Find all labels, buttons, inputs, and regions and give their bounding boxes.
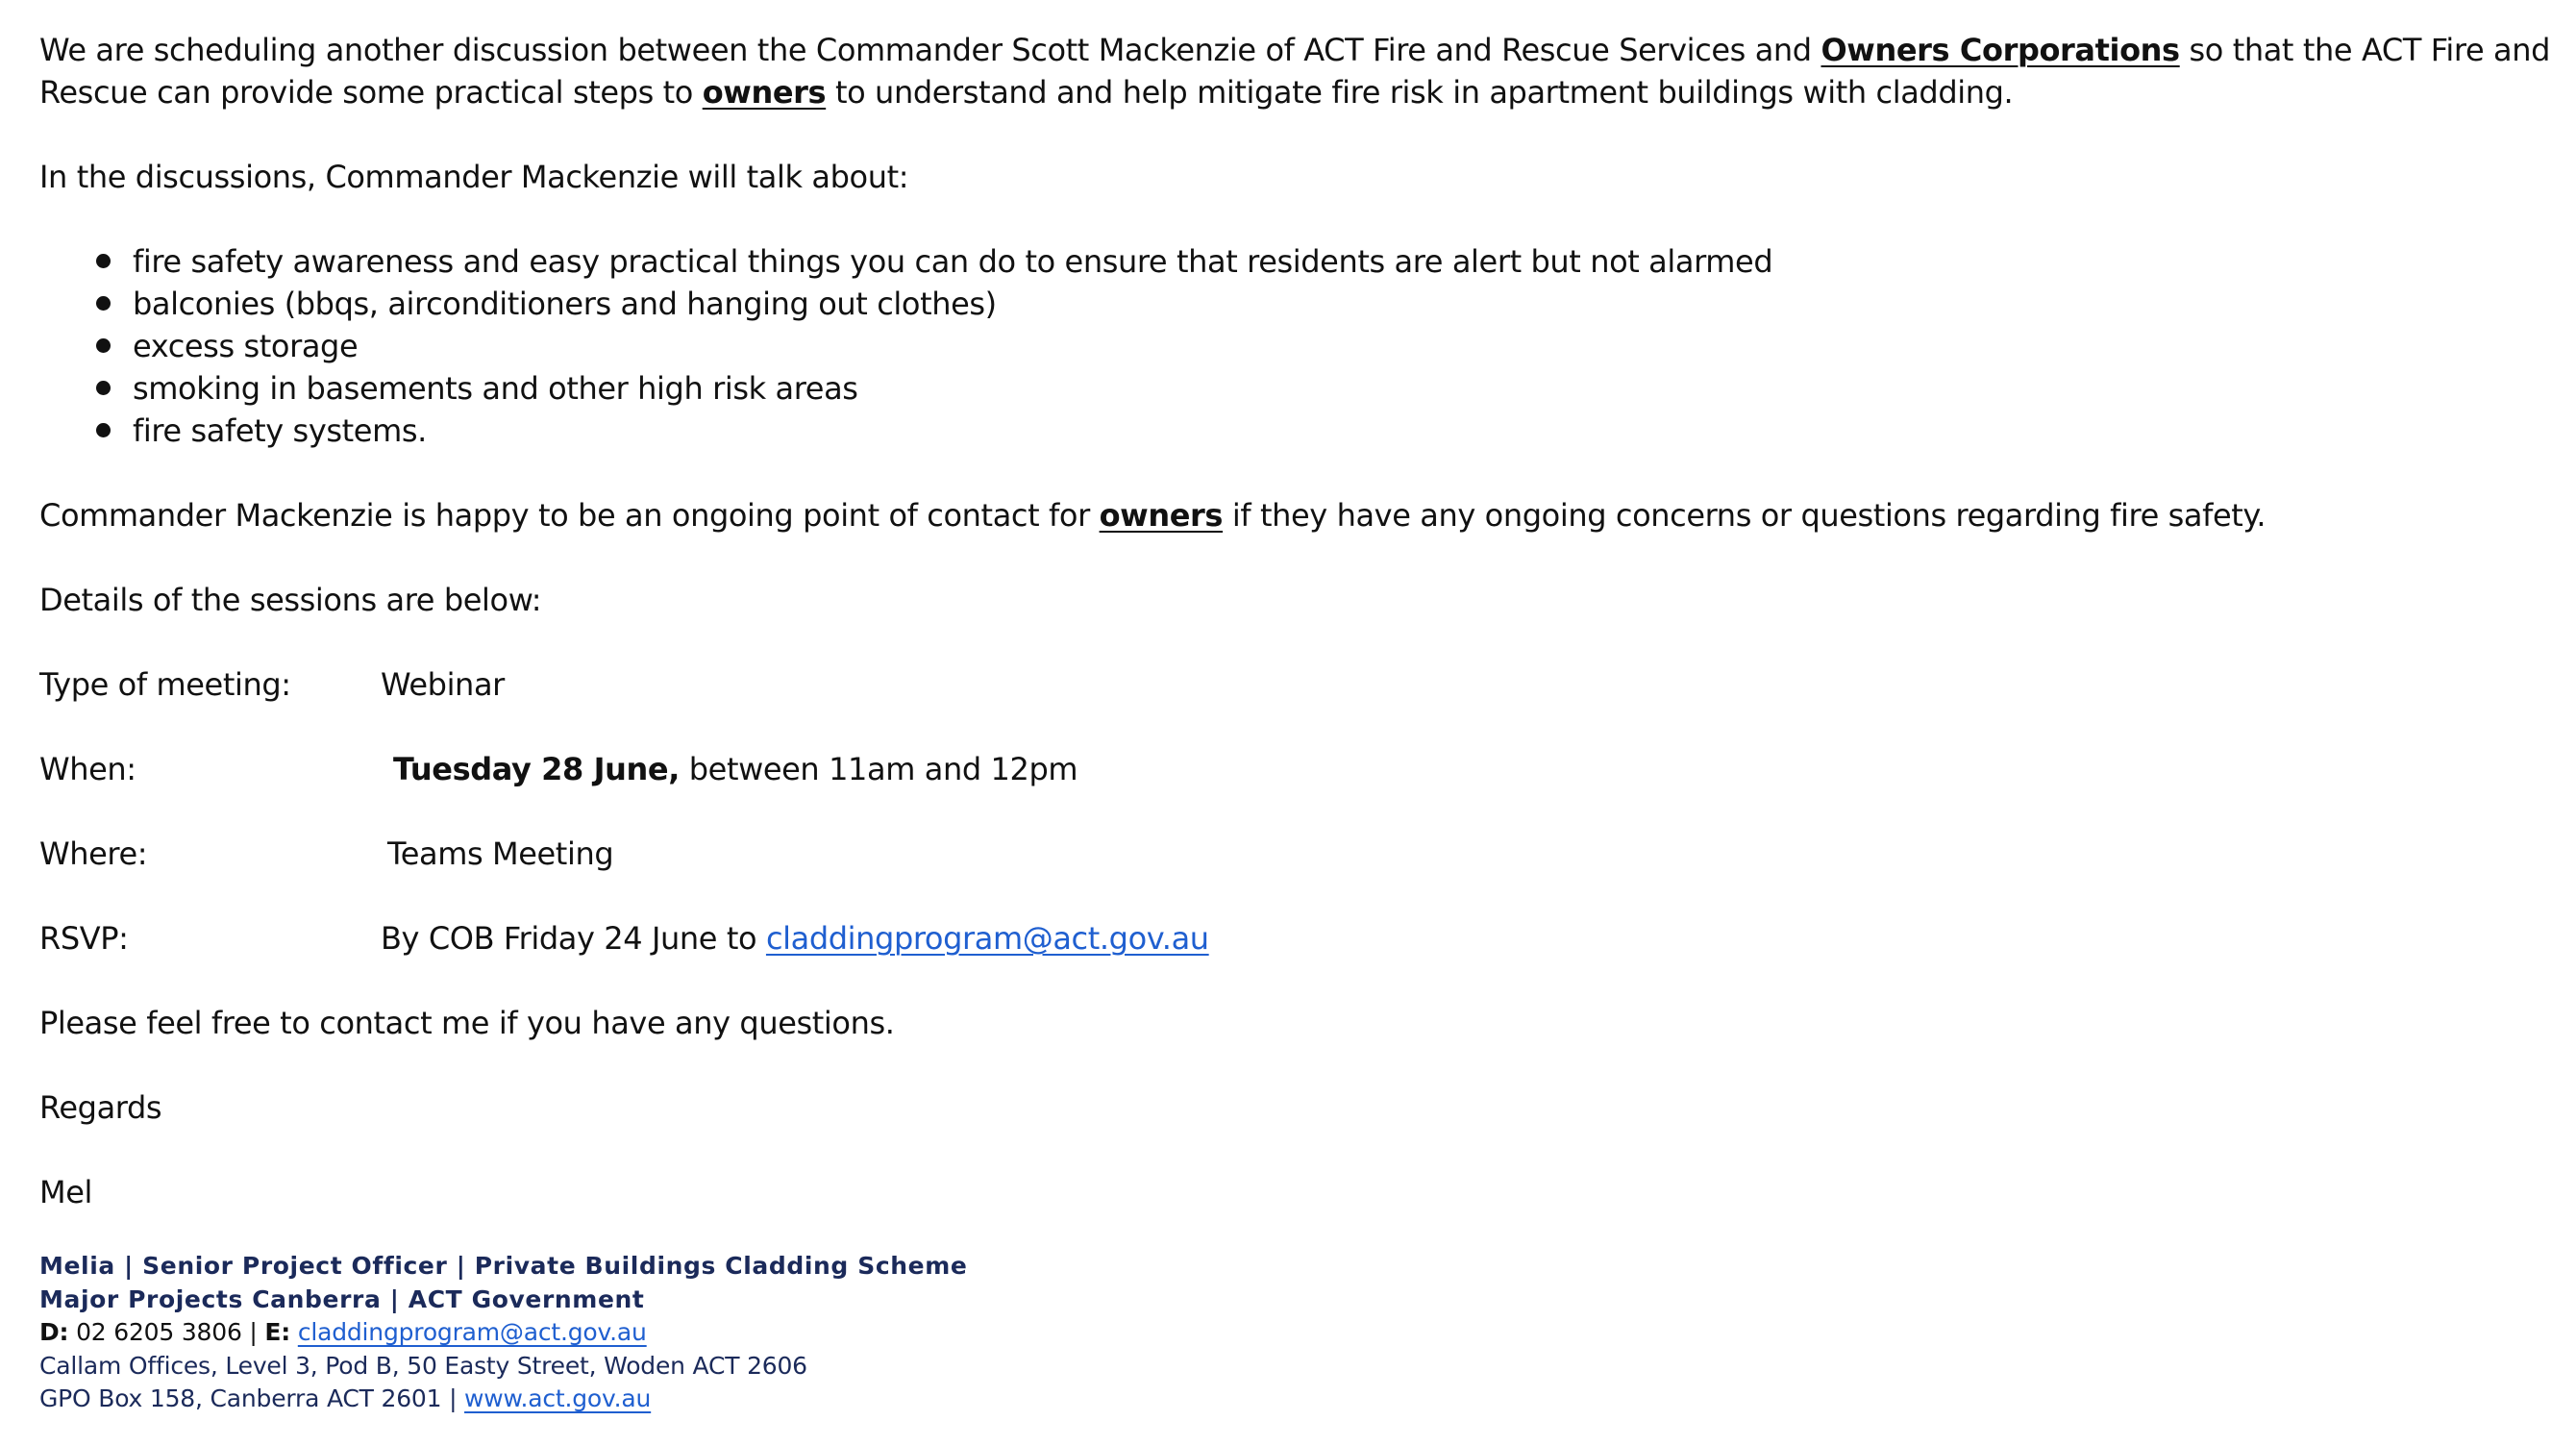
list-item: [39, 367, 2558, 410]
when-value: [393, 748, 1077, 790]
type-value: Webinar: [381, 666, 505, 703]
list-item-text: fire safety awareness and easy practical things you can do to ensure that residents are alert but not alarmed: [133, 243, 1773, 280]
owners-link[interactable]: owners: [1099, 497, 1224, 534]
signature-address: Callam Offices, Level 3, Pod B, 50 Easty Street, Woden ACT 2606: [39, 1351, 807, 1380]
bullet-icon: [96, 423, 111, 437]
website-link[interactable]: www.act.gov.au: [464, 1384, 652, 1412]
details-intro: Details of the sessions are below:: [39, 582, 542, 618]
bullet-icon: [96, 338, 111, 353]
email-body: [39, 29, 2558, 1416]
list-item-text: excess storage: [133, 328, 359, 364]
topics-list: [39, 240, 2558, 452]
intro-text-2: so that the ACT Fire and Rescue can provide some practical steps to: [39, 32, 2551, 111]
rsvp-email-link[interactable]: claddingprogram@act.gov.au: [765, 920, 1209, 957]
phone-number: 02 6205 3806 |: [68, 1318, 265, 1346]
rsvp-value: [381, 917, 1209, 960]
owners-corporations-link[interactable]: Owners Corporations: [1821, 32, 2180, 68]
list-item-text: fire safety systems.: [133, 412, 427, 449]
po-box-text: GPO Box 158, Canberra ACT 2601 |: [39, 1384, 465, 1412]
regards-line: Regards: [39, 1089, 162, 1126]
detail-where-row: [39, 833, 2558, 875]
detail-rsvp-row: [39, 917, 2558, 960]
contact-text-2: if they have any ongoing concerns or questions regarding fire safety.: [1223, 497, 2266, 534]
closing-line: Please feel free to contact me if you have any questions.: [39, 1005, 895, 1041]
signature-organisation: Major Projects Canberra | ACT Government: [39, 1284, 645, 1313]
where-label: Where:: [39, 835, 148, 872]
list-item: [39, 410, 2558, 452]
detail-type-row: [39, 663, 2558, 706]
bullet-icon: [96, 296, 111, 311]
intro-text-3: to understand and help mitigate fire risk in apartment buildings with cladding.: [826, 74, 2014, 111]
list-item-text: balconies (bbqs, airconditioners and hanging out clothes): [133, 286, 997, 322]
type-label: Type of meeting:: [39, 666, 291, 703]
phone-label: D:: [39, 1318, 69, 1346]
contact-text-1: Commander Mackenzie is happy to be an ongoing point of contact for: [39, 497, 1100, 534]
signature-po-box: [39, 1383, 2558, 1416]
signature-email-link[interactable]: claddingprogram@act.gov.au: [297, 1318, 647, 1346]
signature-contact: [39, 1316, 2558, 1350]
when-time: between 11am and 12pm: [679, 751, 1078, 787]
signature-title: Melia | Senior Project Officer | Private Buildings Cladding Scheme: [39, 1252, 968, 1280]
topics-intro: In the discussions, Commander Mackenzie will talk about:: [39, 159, 909, 195]
bullet-icon: [96, 254, 111, 268]
owners-link[interactable]: owners: [702, 74, 827, 111]
list-item: [39, 283, 2558, 325]
contact-paragraph: [39, 494, 2558, 536]
when-date: Tuesday 28 June,: [393, 751, 680, 787]
rsvp-label: RSVP:: [39, 920, 129, 957]
sender-name: Mel: [39, 1174, 92, 1210]
email-signature: [39, 1250, 2558, 1416]
list-item: [39, 240, 2558, 283]
email-label: E:: [264, 1318, 291, 1346]
intro-paragraph: [39, 29, 2558, 113]
rsvp-text: By COB Friday 24 June to: [381, 920, 766, 957]
list-item-text: smoking in basements and other high risk areas: [133, 370, 858, 407]
intro-text-1: We are scheduling another discussion between the Commander Scott Mackenzie of ACT Fire and Rescue Services and: [39, 32, 1821, 68]
when-label: When:: [39, 751, 136, 787]
list-item: [39, 325, 2558, 367]
detail-when-row: [39, 748, 2558, 790]
where-value: Teams Meeting: [387, 835, 614, 872]
bullet-icon: [96, 381, 111, 395]
